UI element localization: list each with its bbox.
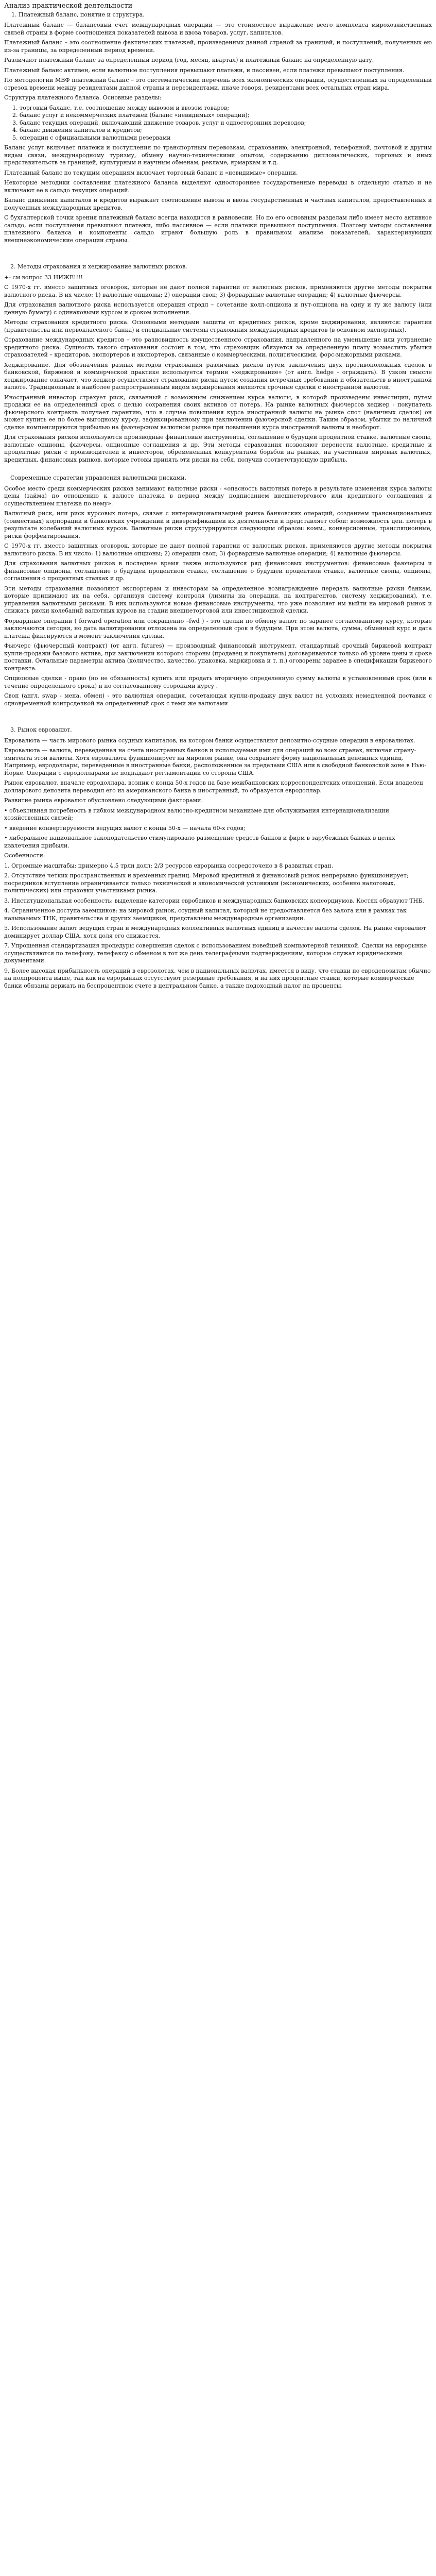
paragraph: С бухгалтерской точки зрения платежный баланс всегда находится в равновесии. Но по его основным разделам либо имеет место активное сальдо, если поступления превышают платежи, либо пассивное — если платежи превышают поступления. Поэтому методы составления платежного баланса и компоненты сальдо играют большую роль в правильном анализе показателей, характеризующих внешнеэкономические операции страны. — [4, 214, 432, 244]
paragraph: 3. Институциональная особенность: выделение категории евробанков и международных банковских консорциумов. Костяк образуют ТНБ. — [4, 897, 424, 904]
paragraph: Методы страхования кредитного риска. Основными методами защиты от кредитных рисков, кроме хеджирования, являются: гарантии (правительства или первоклассного банка) и специальные системы страхования международных кредитов (в основном экспортных). — [4, 319, 432, 333]
paragraph: Для страхования валютных рисков в последнее время также используются ряд финансовых инструментов: финансовые фьючерсы и финансовые опционы, соглашение о будущей процентной ставке, соглашение о будущей процентной ставке, валютные свопы, опционы, соглашения о процентных ставках и др. — [4, 560, 432, 582]
paragraph: Фьючерс (фьючерсный контракт) (от англ. futures) — производный финансовый инструмент, стандартный срочный биржевой контракт купли-продажи базового актива, при заключении которого стороны (продавец и покупатель) договариваются только об уровне цены и сроке поставки. Остальные параметры актива (количество, качество, упаковка, маркировка и т. п.) оговорены заранее в спецификации биржевого контракта. — [4, 642, 432, 672]
paragraph: Валютный риск, или риск курсовых потерь, связан с интернационализацией рынка банковских операций, созданием транснациональных (совместных) корпораций и банковских учреждений и диверсификацией их деятельности и представляет собой: возможность ден. потерь в результате колебаний валютных курсов. Валютные риски структурируются следующим образом: комм., конверсионные, трансляционные, риски форфейтирования. — [4, 510, 432, 539]
paragraph: Своп (англ. swap - мена, обмен) - это валютная операция, сочетающая купли-продажу двух валют на условиях немедленной поставки с одновременной контрсделкой на определенный срок с теми же валютами — [4, 692, 432, 707]
paragraph: Евровалюта — часть мирового рынка ссудных капиталов, на котором банки осуществляют депозитно-ссудные операции в евровалютах. — [4, 737, 415, 744]
paragraph: Особенности: — [4, 852, 45, 859]
paragraph: 7. Упрощенная стандартизация процедуры совершения сделок с использованием новейшей компьютерной техникой. Сделки на еврорынке осуществляются по телефону, телефаксу с обменом в тот же день телеграфными подтверждениям, которые служат юридическими документами. — [4, 942, 427, 964]
paragraph: • введение конвертируемости ведущих валют с конца 50-х — начала 60-х годов; — [4, 824, 246, 832]
paragraph: Развитие рынка евровалют обусловлено следующими факторами: — [4, 797, 203, 804]
paragraph: Евровалюта — валюта, переведенная на счета иностранных банков и используемая ими для операций во всех странах, включая страну-эмитента этой валюты. Хотя евровалюта функционирует на мировом рынке, она сохраняет форму национальных денежных единиц. Например, евродоллары, переведенные в иностранные банки, расположенные за пределами США или в свободной банковской зоне в Нью-Йорке. Операции с евродолларами не подпадают регламентации со стороны США. — [4, 747, 426, 776]
note: +- см вопрос 33 НИЖЕ!!!! — [4, 274, 83, 281]
section-2-heading: 2. Методы страхования и хеджирование валютных рисков. — [10, 263, 187, 270]
section-3 — [4, 726, 432, 990]
paragraph: С 1970-х гг. вместо защитных оговорок, которые не дают полной гарантии от валютных рисков, применяются другие методы покрытия валютного риска. В их число: 1) валютные опционы; 2) операции своп; 3) форвардные валютные операции; 4) валютные фьючерсы. — [4, 543, 432, 557]
paragraph: 1. Огромные масштабы: примерно 4.5 трлн долл; 2/3 ресурсов еврорынка сосредоточено в 8 развитых стран. — [4, 862, 334, 869]
paragraph: Платежный баланс – это соотношение фактических платежей, произведенных данной страной за границей, и поступлений, полученных ею из-за границы, за определенный период времени. — [4, 39, 432, 54]
paragraph: 2. Отсутствие четких пространственных и временных границ. Мировой кредитный и финансовый рынок непрерывно функционирует; посредников вступление ограничивается только технической и экономической условиями (экономических, особенно налоговых, политических) или страховки участниками рынка. — [4, 872, 409, 894]
paragraph: Эти методы страхования позволяют экспортерам и инвесторам за определенное вознаграждение передать валютные риски банкам, которые принимают их на себя, организуя систему контроля (лимиты на операции, на контрагентов, систему хеджирования), т.е. управления валютными рисками. В них используются новые финансовые инструменты, что уже позволяет им выйти на мировой рынок и снижать риски колебаний валютных курсов на стадии внешнеторговой или инвестиционной сделки. — [4, 585, 432, 614]
document — [0, 0, 436, 997]
section-1 — [4, 22, 432, 244]
list-item: 2. баланс услуг и некоммерческих платежей (баланс «невидимых» операций); — [20, 112, 432, 120]
paragraph: Рынок евровалют, вначале евродоллара, возник с конца 50-х годов на базе межбанковских корреспондентских отношений. Если владелец долларового депозита переводил его из американского банка в иностранный, то образуется евродоллар. — [4, 779, 423, 794]
paragraph: Страхование международных кредитов – это разновидность имущественного страхования, направленного на уменьшение или устранение кредитного риска. Сущность такого страхования состоит в том, что страховщик обязуется за определенную плату возместить убытки страхователей – кредиторов, экспортеров и экспортеров, связанные с коммерческими, политическими, форс-мажорными рисками. — [4, 336, 432, 358]
list-item: 5. операции с официальными валютными резервами — [20, 134, 432, 142]
paragraph: С 1970-х гг. вместо защитных оговорок, которые не дают полной гарантии от валютных рисков, применяются другие методы покрытия валютного риска. В их число: 1) валютные опционы; 2) операции своп; 3) форвардные валютные операции; 4) валютные фьючерсы. — [4, 284, 432, 298]
paragraph: Хеджирование. Для обозначения разных методов страхования различных рисков путем заключения двух противоположных сделок в банковской, биржевой и коммерческой практике используется термин «хеджирование» (от англ. hedge - ограждать). В узком смысле хеджирование означает, что хеджер осуществляет страхование риска путем создания встречных требований и обязательств в иностранной валюте. Традиционным и наиболее распространенным видом хеджирования являются срочные сделки с иностранной валютой. — [4, 361, 432, 391]
paragraph: Платежный баланс по текущим операциям включает торговый баланс и «невидимые» операции. — [4, 169, 298, 176]
section-2 — [4, 263, 432, 707]
list-item: 1. торговый баланс, т.е. соотношение между вывозом и ввозом товаров; — [20, 105, 432, 112]
strategy-heading: Современные стратегии управления валютными рисками. — [10, 474, 187, 481]
paragraph: Некоторые методики составления платежного баланса выделяют одностороннее государственные переводы в отдельную статью и не включают ее в сальдо текущих операций. — [4, 179, 432, 194]
paragraph: • объективная потребность в гибком международном валютно-кредитном механизме для обслуживания интернационализации хозяйственных связей; — [4, 807, 389, 821]
paragraph: Для страхования валютного риска используется операция стрэдл – сочетание колл-опциона и пут-опциона на одну и ту же валюту (или ценную бумагу) с одинаковыми курсом и сроком исполнения. — [4, 301, 432, 316]
list-item: 3. баланс текущих операций, включающий движение товаров, услуг и односторонних переводов; — [20, 120, 432, 127]
paragraph: • либеральное национальное законодательство стимулировало размещение средств банков и фирм в зарубежных банках в целях извлечения прибыли. — [4, 835, 395, 849]
paragraph: 4. Ограниченное доступа заемщиков: на мировой рынок, ссудный капитал, который не предоставляется без залога или в рамках так называемых ТНК, правительства и других заемщиков, представлены международные организации. — [4, 907, 407, 922]
paragraph: 9. Более высокая прибыльность операций в еврозолотах, чем в национальных валютах, имеется в виду, что ставки по евродепозитам обычно на полпроцента выше, так как на еврорынках отсутствуют резервные требования, и на них процентные ставки, которые коммерческие банки обязаны держать на беспроцентном счете в центральном банке, а также подоходный налог на проценты. — [4, 967, 431, 989]
paragraph: Для страхования рисков используются производные финансовые инструменты, соглашение о будущей процентной ставке, валютные свопы, валютные опционы, фьючерсы, опционные соглашения и др. Эти методы страхования позволяют перенести валютные, кредитные и процентные риски с производителей и инвесторов, обремененных конкурентной борьбой на рынках, на участников мировых валютных, кредитных, финансовых рынков, которые готовы принять эти риски на себя, получив соответствующую прибыль. — [4, 434, 432, 463]
paragraph: Структура платежного баланса. Основные разделы: — [4, 94, 162, 101]
paragraph: Опционные сделки - право (но не обязанность) купить или продать вторичную определенную сумму валюты в установленный срок (или в течение определенного срока) и по согласованному сторонами курсу . — [4, 675, 432, 689]
page-title: Анализ практической деятельности — [4, 2, 133, 10]
section-3-heading: 3. Рынок евровалют. — [10, 726, 72, 733]
paragraph: Особое место среди коммерческих рисков занимают валютные риски - «опасность валютных потерь в результате изменения курса валюты цены (займа) по отношению к валюте платежа в период между подписанием внешнеторгового или кредитного соглашения и осуществлением платежа по нему». — [4, 485, 432, 507]
paragraph: Иностранный инвестор страхует риск, связанный с возможным снижением курса валюты, в которой произведены инвестиции, путем продажи ее на определенный срок с целью сохранения своих активов от потерь. На рынке валютных фьючерсов хеджер - покупатель фьючерсного контракта получает гарантию, что в случае повышения курса иностранной валюты на рынке спот (наличных сделок) он может купить ее по более выгодному курсу, зафиксированному при заключении фьючерсной сделки. Таким образом, убытки по наличной сделке компенсируются прибылью на фьючерсном валютном рынке при повышении курса иностранной валюты и наоборот. — [4, 394, 432, 431]
paragraph: Баланс услуг включает платежи и поступления по транспортным перевозкам, страхованию, электронной, телефонной, почтовой и другим видам связи, международному туризму, обмену научно-техническими опытом, содержанию дипломатических, торговых и иных представительств за границей, культурным и научным обменам, рекламе, ярмаркам и т.д. — [4, 144, 432, 166]
paragraph: 5. Использование валют ведущих стран и международных коллективных валютных единиц в качестве валюты сделок. На рынке евровалют доминирует доллар США, хотя доля его снижается. — [4, 925, 426, 939]
section-1-heading: 1. Платежный баланс, понятие и структура. — [11, 11, 145, 18]
paragraph: Платежный баланс — балансовый счет международных операций — это стоимостное выражение всего комплекса мирохозяйственных связей страны в форме соотношения показателей вывоза и ввоза товаров, услуг, капиталов. — [4, 22, 432, 36]
list-item: 4. баланс движения капиталов и кредитов; — [20, 127, 432, 134]
paragraph: Форвардные операции ( forward operation или сокращенно –fwd ) - это сделки по обмену валют по заранее согласованному курсу, которые заключаются сегодня, но дата валютирования отложена на определенный срок в будущем. При этом валюта, сумма, обменный курс и дата платежа фиксируются в момент заключения сделки. — [4, 617, 432, 639]
paragraph: По методологии МВФ платежный баланс – это систематический перечень всех экономических операций, осуществленных за определенный отрезок времени между резидентами данной страны и нерезидентами, иначе говоря, резидентами всех остальных стран мира. — [4, 77, 432, 91]
paragraph: Платежный баланс активен, если валютные поступления превышают платежи, и пассивен, если платежи превышают поступления. — [4, 66, 405, 74]
structure-list — [4, 105, 432, 142]
paragraph: Баланс движения капиталов и кредитов выражает соотношение вывоза и ввоза государственных и частных капиталов, предоставленных и полученных международных кредитов. — [4, 197, 432, 211]
paragraph: Различают платежный баланс за определенный период (год, месяц, квартал) и платежный баланс на определенную дату. — [4, 57, 374, 63]
